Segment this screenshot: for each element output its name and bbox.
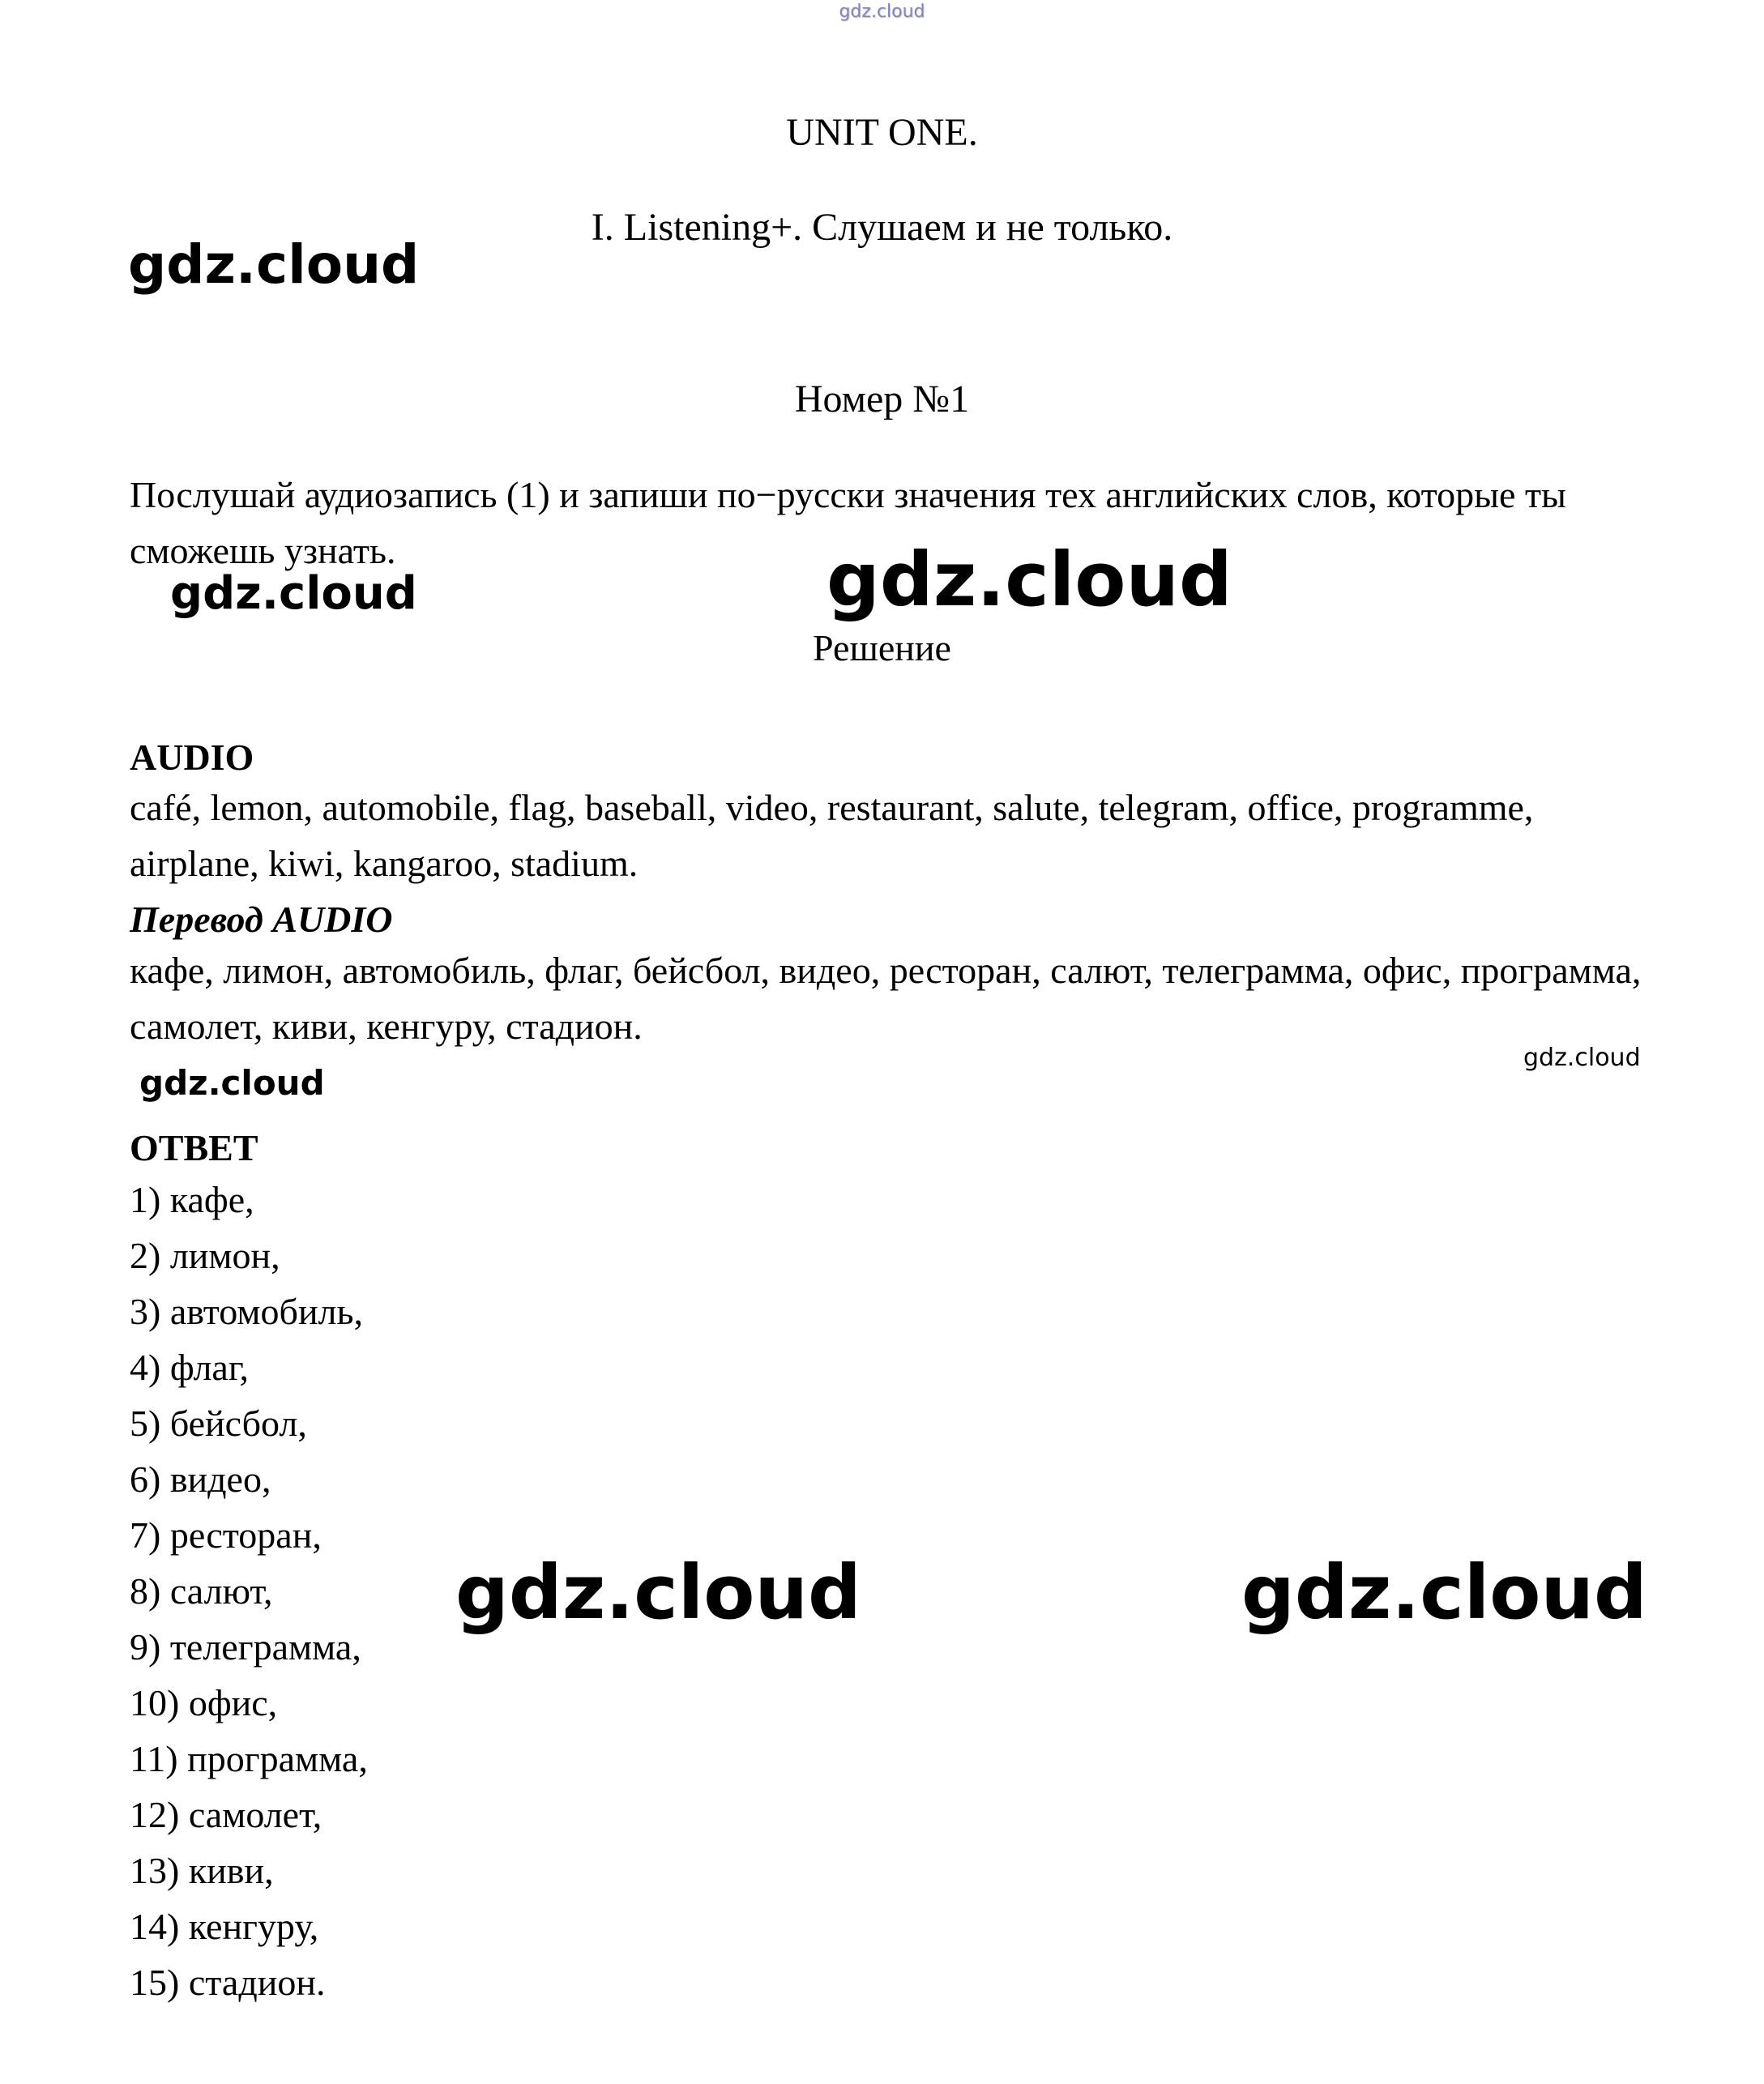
answer-item: 5) бейсбол, [130,1403,307,1444]
task-number: Номер №1 [794,378,970,421]
answer-heading: ОТВЕТ [130,1127,258,1168]
answer-item: 11) программа, [130,1738,368,1779]
answer-item: 6) видео, [130,1458,271,1500]
answer-item: 3) автомобиль, [130,1291,363,1332]
answer-item: 2) лимон, [130,1235,280,1276]
answer-item: 10) офис, [130,1682,278,1723]
audio-word-list: café, lemon, automobile, flag, baseball, video, restaurant, salute, telegram, office, programme, airplane, kiwi, kangaroo, stadium. [130,787,1534,884]
answer-item: 13) киви, [130,1850,274,1891]
watermark-small-left: gdz.cloud [139,1063,325,1103]
task-instructions: Послушай аудиозапись (1) и запиши по−русски значения тех английских слов, которые ты сможешь узнать. [130,474,1566,571]
answer-list [130,1172,940,2010]
section-subtitle: I. Listening+. Слушаем и не только. [591,206,1173,249]
answer-item: 12) самолет, [130,1794,322,1835]
translation-word-list: кафе, лимон, автомобиль, флаг, бейсбол, видео, ресторан, салют, телеграмма, офис, программа, самолет, киви, кенгуру, стадион. [130,950,1642,1047]
watermark-bottom-right: gdz.cloud [1241,1549,1647,1636]
answer-item: 9) телеграмма, [130,1626,361,1668]
solution-heading: Решение [813,627,951,668]
answer-item: 15) стадион. [130,1962,326,2003]
watermark-small-right: gdz.cloud [1523,1044,1641,1072]
answer-item: 1) кафе, [130,1179,254,1220]
watermark-middle-center: gdz.cloud [826,536,1232,623]
watermark-middle-left: gdz.cloud [170,567,417,620]
answer-item: 7) ресторан, [130,1514,322,1556]
answer-item: 8) салют, [130,1570,273,1612]
answer-item: 14) кенгуру, [130,1906,319,1947]
watermark-top: gdz.cloud [839,2,925,22]
translation-heading: Перевод AUDIO [130,899,393,940]
unit-title: UNIT ONE. [786,111,978,154]
watermark-bottom-left: gdz.cloud [455,1549,861,1636]
audio-heading: AUDIO [130,737,254,778]
watermark-upper-left: gdz.cloud [128,233,420,296]
answer-item: 4) флаг, [130,1347,250,1388]
